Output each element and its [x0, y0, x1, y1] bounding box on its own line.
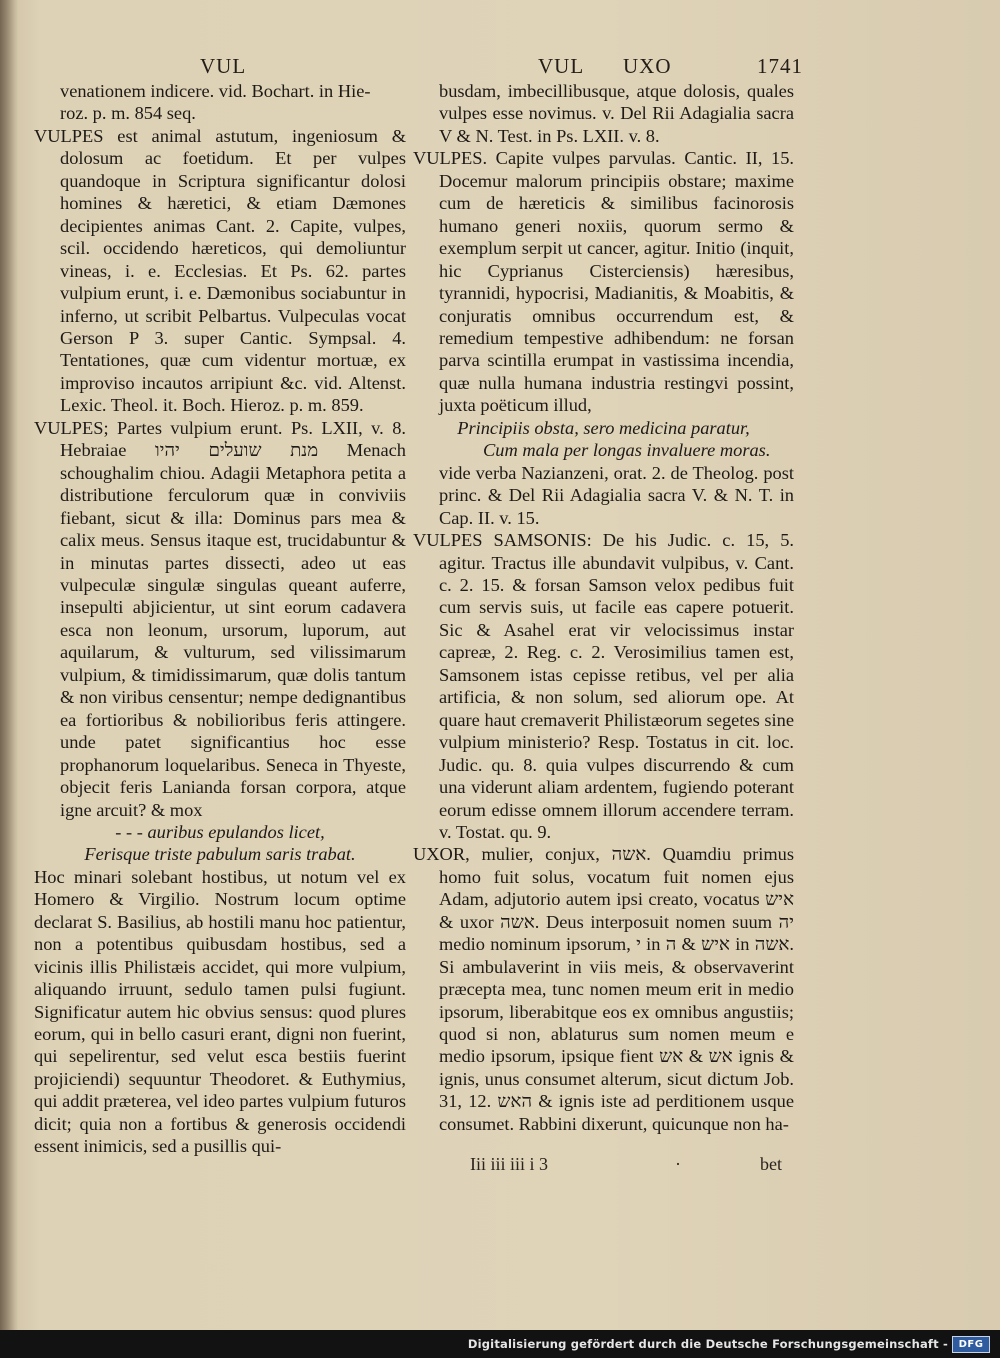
running-head-left: VUL	[200, 54, 247, 78]
right-column-paragraph: UXOR, mulier, conjux, אשה. Quamdiu primus homo fuit solus, vocatum fuit nomen ejus Adam, adjutorio autem ipsi creato, vocatus איש & uxor אשה. Deus interposuit nomen suum יה medio nominum ipsorum, י in איש & ה in אשה. Si ambulaverint in viis meis, & observaverint præcepta mea, tunc nomen meum erit in medio ipsorum, liberabitque eos ex omnibus angustiis; quod si non, ablaturus sum nomen meum e medio ipsorum, ipsique fient אש & אש ignis & ignis, unus consumet alterum, sicut dictum Job. 31, 12. האש & ignis iste ad perditionem usque consumet. Rabbini dixerunt, quicunque non ha-	[413, 844, 794, 1134]
left-column-paragraph: Hoc minari solebant hostibus, ut notum vel ex Homero & Virgilio. Nostrum locum optime declarat S. Basilius, ab hostili manu hoc patientur, non a potentibus quibusdam hostibus, sed a vicinis illis Philistæis accidet, qui more vulpium, aliquando irruunt, sedulo tamen pulsi fugiunt. Significatur autem hic obvius sensus: quod plures eorum, qui in bello casuri erant, digni non fuerint, qui sepelirentur, sed velut esca bestiis fuerint projiciendi) sequuntur Theodoret. & Euthymius, qui addit præterea, vel ideo partes vulpium futuros dicit; quia non a fortibus & generosis occidendi essent inimicis, sed a pusillis qui-	[34, 866, 406, 1157]
left-column-paragraph: venationem indicere. vid. Bochart. in Hie-	[60, 81, 371, 101]
left-column-paragraph: VULPES; Partes vulpium erunt. Ps. LXII, v. 8. Hebraiae מנת שועלים יהיו Menach schoughalim chiou. Adagii Metaphora petita a distributione ferculorum quæ in conviviis fiebant, sicut & illa: Dominus pars mea & calix meus. Sensus itaque est, trucidabuntur & in minutas partes dissecti, adeo ut eas vulpeculæ singulæ singulas queant auferre, insepulti abjicientur, ut sint eorum cadavera esca non leonum, ursorum, luporum, aut aquilarum, & vulturum, sed vilissimarum vulpium, & timidissimarum, quæ dolis tantum & non viribus censentur; nempe dedignantibus ea fortioribus & nobilioribus feris attingere. unde patet significantius hoc esse prophanorum loquelaribus. Seneca in Thyeste, objecit feris Lanianda forsan corpora, atque igne arcuit? & mox	[34, 417, 406, 820]
right-column-paragraph: VULPES. Capite vulpes parvulas. Cantic. II, 15. Docemur malorum principiis obstare; maxime cum de hæreticis & similibus facinorosis humano generi noxiis, quorum sermo & exemplum serpit ut cancer, agitur. Initio (inquit, hic Cyprianus Cisterciensis) hæresibus, tyrannidi, hypocrisi, Madianitis, & Moabitis, & conjuratis omnibus occurrendum est, & remedium tempestive adhibendum: ne forsan parva scintilla erumpat in vastissima incendia, quæ nulla humana industria restingvi possint, juxta poëticum illud,	[413, 148, 794, 416]
right-column	[413, 80, 794, 1135]
footer-bar	[0, 1330, 1000, 1358]
left-column	[34, 80, 406, 1158]
signature-mark: Iii iii iii i 3	[470, 1154, 549, 1174]
right-column-paragraph: Principiis obsta, sero medicina paratur,	[457, 417, 750, 438]
left-column-paragraph: roz. p. m. 854 seq.	[60, 103, 196, 124]
dfg-logo: DFG	[952, 1336, 990, 1353]
right-column-paragraph: busdam, imbecillibusque, atque dolosis, quales vulpes esse novimus. v. Del Rii Adagialia sacra V & N. Test. in Ps. LXII. v. 8.	[439, 81, 794, 146]
left-column-paragraph: Ferisque triste pabulum saris trabat.	[84, 844, 356, 865]
catchline-dot: ·	[675, 1154, 681, 1174]
right-column-paragraph: VULPES SAMSONIS: De his Judic. c. 15, 5. agitur. Tractus ille abundavit vulpibus, v. Cant. c. 2. 15. & forsan Samson velox pedibus fuit cum servis suis, ut facile eas capere potuerit. Sic & Asahel erat vir velocissimus instar capreæ, 2. Reg. c. 2. Verosimilius tamen est, Samsonem istas cepisse retibus, vel per alia artificia, & non solum, sed aliorum ope. At quare haut cremaverit Philistæorum segetes sine vulpium ministerio? Resp. Tostatus in cit. loc. Judic. qu. 8. quia vulpes discurrendo & cum una viderunt aliam ardentem, fugiendo poterant eorum edisse omnem illorum accendere terram. v. Tostat. qu. 9.	[413, 530, 794, 842]
running-head-right: UXO	[623, 54, 672, 78]
left-column-paragraph: VULPES est animal astutum, ingeniosum & dolosum ac foetidum. Et per vulpes quandoque in Scriptura significantur dolosi homines & hæretici, & etiam Dæmones decipientes animas Cant. 2. Capite, vulpes, scil. occidendo hæreticos, qui demoliuntur vineas, i. e. Ecclesias. Et Ps. 62. partes vulpium erunt, i. e. Dæmonibus sociabuntur in inferno, ut scribit Pelbartus. Vulpeculas vocat Gerson P 3. super Cantic. Sympsal. 4. Tentationes, quæ cum videntur mortuæ, ex improviso incautos arripiunt &c. vid. Altenst. Lexic. Theol. it. Boch. Hieroz. p. m. 859.	[34, 125, 406, 416]
catchword: bet	[760, 1154, 782, 1174]
right-column-paragraph: Cum mala per longas invaluere moras.	[483, 440, 771, 461]
running-head-middle: VUL	[538, 54, 585, 78]
page-number: 1741	[757, 54, 803, 78]
gutter-shadow	[0, 0, 18, 1330]
funding-notice: Digitalisierung gefördert durch die Deutsche Forschungsgemeinschaft -	[467, 1337, 948, 1351]
left-column-paragraph: - - - auribus epulandos licet,	[115, 821, 325, 842]
right-column-paragraph: vide verba Nazianzeni, orat. 2. de Theolog. post princ. & Del Rii Adagialia sacra V. & N. T. in Cap. II. v. 15.	[439, 462, 794, 528]
